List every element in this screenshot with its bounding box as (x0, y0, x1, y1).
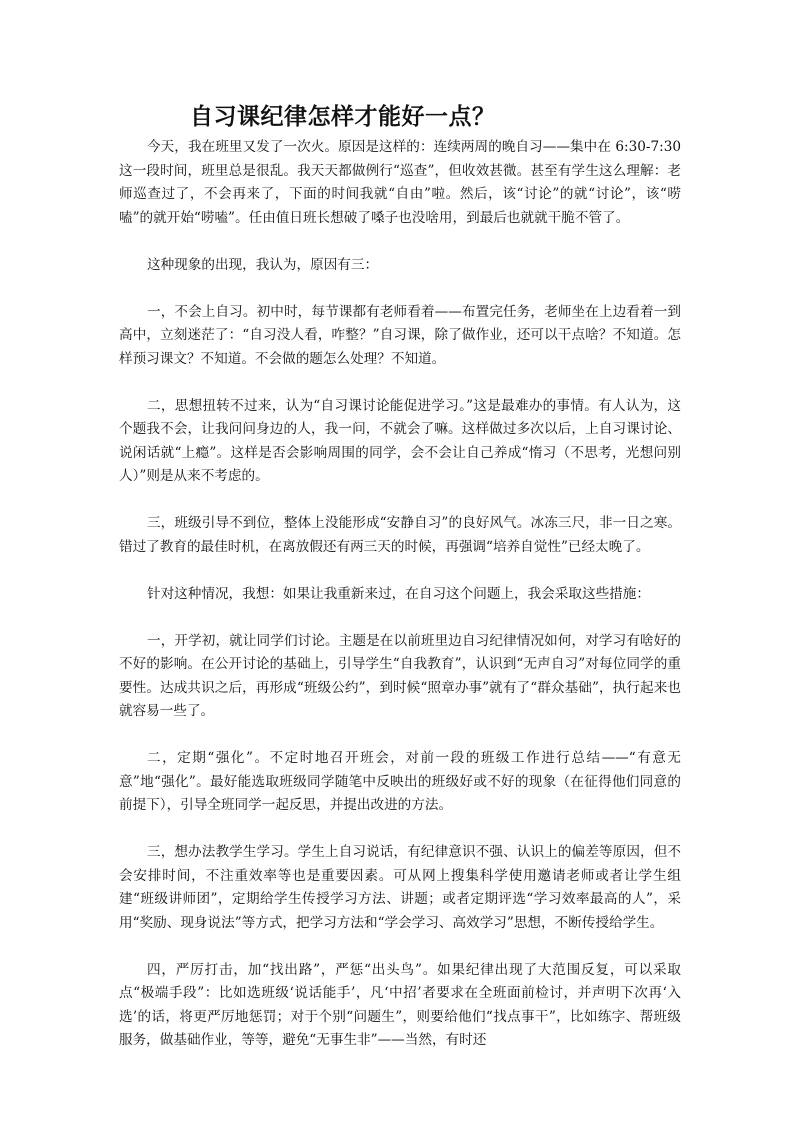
paragraph-measure-1: 一，开学初，就让同学们讨论。主题是在以前班里边自习纪律情况如何，对学习有啥好的不好的影响。在公开讨论的基础上，引导学生“自我教育”，认识到“无声自习”对每位同学的重要性。达成共识之后，再形成“班级公约”，到时候“照章办事”就有了“群众基础”，执行起来也就容易一些了。 (119, 632, 681, 719)
paragraph-cause-2: 二，思想扭转不过来，认为“自习课讨论能促进学习。”这是最难办的事情。有人认为，这个题我不会，让我问问身边的人，我一问，不就会了嘛。这样做过多次以后，上自习课讨论、说闲话就“上瘾”。这样是否会影响周围的同学，会不会让自己养成“惰习（不思考，光想问别人）”则是从来不考虑的。 (119, 397, 681, 484)
paragraph-intro: 今天，我在班里又发了一次火。原因是这样的：连续两周的晚自习——集中在 6:30-7:30 这一段时间，班里总是很乱。我天天都做例行“巡查”，但收效甚微。甚至有学生这么理解：老师巡查过了，不会再来了，下面的时间我就“自由”啦。然后，该“讨论”的就“讨论”，该“唠嗑”的就开始“唠嗑”。任由值日班长想破了嗓子也没啥用，到最后也就就干脆不管了。 (119, 139, 681, 226)
page-title: 自习课纪律怎样才能好一点？ (190, 104, 496, 130)
paragraph-measure-3: 三，想办法教学生学习。学生上自习说话，有纪律意识不强、认识上的偏差等原因，但不会安排时间，不注重效率等也是重要因素。可从网上搜集科学使用邀请老师或者让学生组建“班级讲师团”，定期给学生传授学习方法、讲题；或者定期评选“学习效率最高的人”，采用“奖励、现身说法”等方式，把学习方法和“学会学习、高效学习”思想，不断传授给学生。 (119, 844, 681, 931)
paragraph-measures-heading: 针对这种情况，我想：如果让我重新来过，在自习这个问题上，我会采取这些措施： (147, 585, 650, 602)
paragraph-cause-1: 一，不会上自习。初中时，每节课都有老师看着——布置完任务，老师坐在上边看着一到高中，立刻迷茫了：“自习没人看，咋整？”自习课，除了做作业，还可以干点啥？不知道。怎样预习课文？不知道。不会做的题怎么处理？不知道。 (119, 303, 681, 367)
paragraph-measure-2: 二，定期“强化”。不定时地召开班会，对前一段的班级工作进行总结——“有意无意”地“强化”。最好能选取班级同学随笔中反映出的班级好或不好的现象（在征得他们同意的前提下），引导全班同学一起反思，并提出改进的方法。 (119, 750, 681, 813)
paragraph-measure-4: 四，严厉打击，加“找出路”，严惩“出头鸟”。如果纪律出现了大范围反复，可以采取点“极端手段”：比如选班级‘说话能手’，凡‘中招’者要求在全班面前检讨，并声明下次再‘入选’的话，将更严厉地惩罚；对于个别“问题生”，则要给他们“找点事干”，比如练字、帮班级服务，做基础作业，等等，避免“无事生非”——当然，有时还 (119, 961, 681, 1048)
paragraph-causes-heading: 这种现象的出现，我认为，原因有三： (147, 256, 379, 273)
paragraph-cause-3: 三，班级引导不到位，整体上没能形成“安静自习”的良好风气。冰冻三尺，非一日之寒。错过了教育的最佳时机，在离放假还有两三天的时候，再强调“培养自觉性”已经太晚了。 (119, 515, 681, 555)
article-body (119, 136, 681, 1053)
